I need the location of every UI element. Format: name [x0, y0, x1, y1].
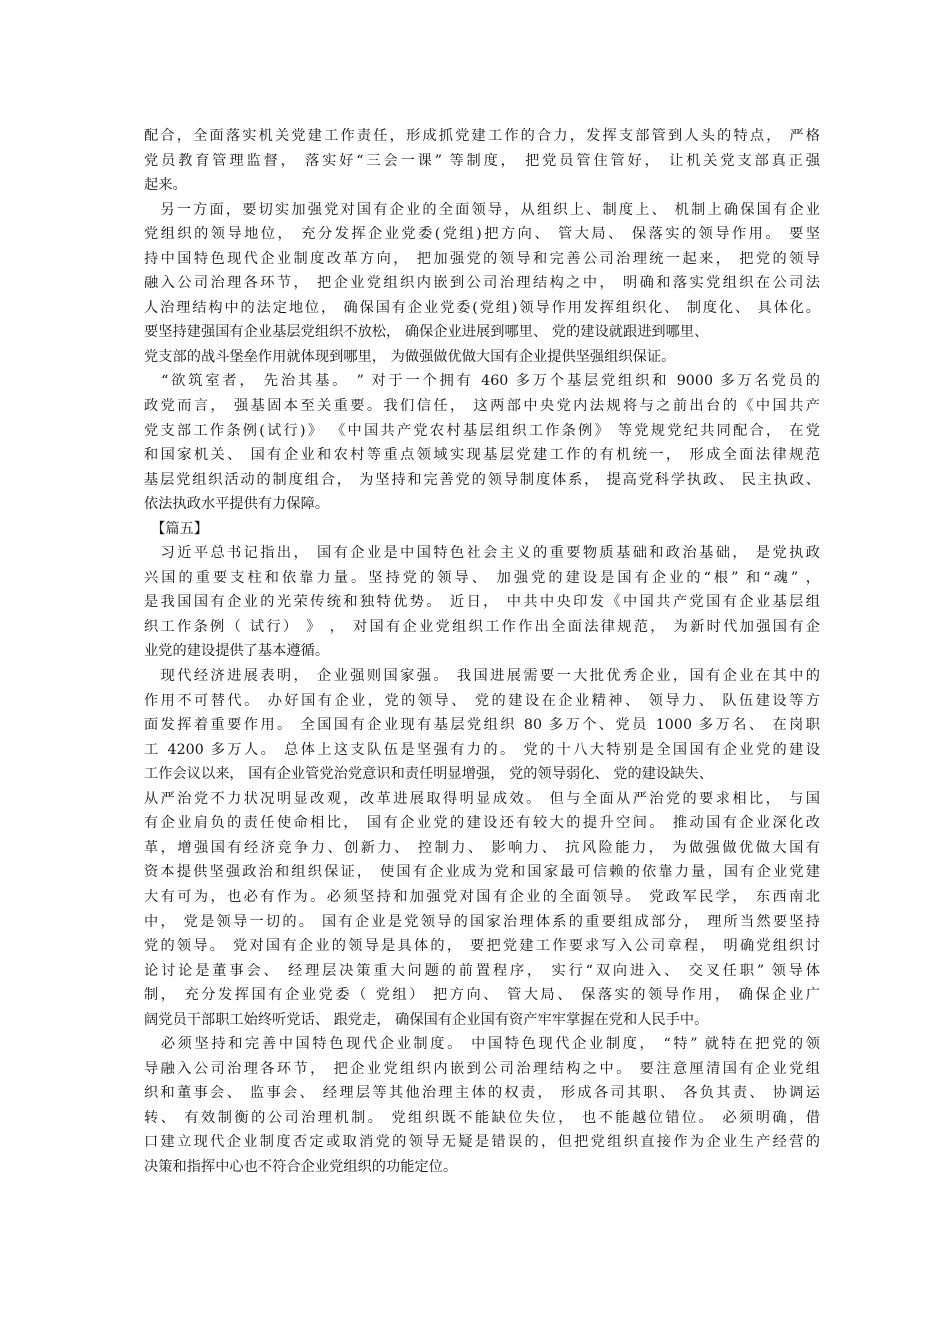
text-line: 织和董事会、 监事会、 经理层等其他治理主体的权责， 形成各司其职、 各负其责、 协调运 — [144, 1085, 820, 1102]
text-line: 中， 党是领导一切的。 国有企业是党领导的国家治理体系的重要组成部分， 理所当然要坚持 — [144, 913, 820, 930]
text-line: 习近平总书记指出， 国有企业是中国特色社会主义的重要物质基础和政治基础， 是党执政 — [144, 545, 820, 562]
text-line: 和国家机关、 国有企业和农村等重点领域实现基层党建工作的有机统一， 形成全面法律规范 — [144, 447, 820, 464]
text-line: 融入公司治理各环节， 把企业党组织内嵌到公司治理结构之中， 明确和落实党组织在公司法 — [144, 275, 820, 292]
text-line: 有企业肩负的责任使命相比， 国有企业党的建设还有较大的提升空间。 推动国有企业深化改 — [144, 815, 820, 832]
text-line: 人治理结构中的法定地位， 确保国有企业党委(党组)领导作用发挥组织化、 制度化、 具体化。 — [144, 299, 820, 316]
text-line: 党支部的战斗堡垒作用就体现到哪里， 为做强做优做大国有企业提供坚强组织保证。 — [144, 348, 676, 365]
text-line: 论讨论是董事会、 经理层决策重大问题的前置程序， 实行“双向进入、 交叉任职” 领导体 — [144, 962, 820, 979]
text-line: 兴国的重要支柱和依靠力量。坚持党的领导、 加强党的建设是国有企业的“根” 和“魂” ， — [144, 569, 820, 586]
text-line: 必须坚持和完善中国特色现代企业制度。 中国特色现代企业制度， “特” 就特在把党的领 — [144, 1036, 820, 1053]
text-line: 从严治党不力状况明显改观，改革进展取得明显成效。 但与全面从严治党的要求相比， 与国 — [144, 790, 820, 807]
text-line: “欲筑室者， 先治其基。 ” 对于一个拥有 460 多万个基层党组织和 9000 多万名党员的 — [144, 373, 820, 390]
text-line: 基层党组织活动的制度组合， 为坚持和完善党的领导制度体系， 提高党科学执政、 民主执政、 — [144, 471, 820, 488]
text-line: 党员教育管理监督， 落实好“三会一课” 等制度， 把党员管住管好， 让机关党支部真正强 — [144, 152, 820, 169]
text-line: 配合，全面落实机关党建工作责任，形成抓党建工作的合力，发挥支部管到人头的特点， 严格 — [144, 128, 820, 144]
text-line: 党的领导。 党对国有企业的领导是具体的， 要把党建工作要求写入公司章程， 明确党组织讨 — [144, 938, 820, 955]
text-line: 是我国国有企业的光荣传统和独特优势。 近日， 中共中央印发《中国共产党国有企业基层组 — [144, 594, 820, 611]
text-line: 起来。 — [144, 177, 187, 194]
text-line: 另一方面，要切实加强党对国有企业的全面领导，从组织上、制度上、 机制上确保国有企业 — [144, 201, 820, 218]
text-line: 依法执政水平提供有力保障。 — [144, 496, 330, 513]
text-line: 工 4200 多万人。 总体上这支队伍是坚强有力的。 党的十八大特别是全国国有企业党的建设 — [144, 741, 820, 758]
text-line: 工作会议以来， 国有企业管党治党意识和责任明显增强， 党的领导弱化、 党的建设缺失、 — [144, 766, 713, 783]
text-line: 导融入公司治理各环节， 把企业党组织内嵌到公司治理结构之中。 要注意厘清国有企业党组 — [144, 1060, 820, 1077]
text-line: 制， 充分发挥国有企业党委（ 党组） 把方向、 管大局、 保落实的领导作用， 确保企业广 — [144, 987, 820, 1004]
text-line: 织工作条例（ 试行） 》 ， 对国有企业党组织工作作出全面法律规范， 为新时代加强国有企 — [144, 618, 820, 635]
text-line: 党组织的领导地位， 充分发挥企业党委(党组)把方向、 管大局、 保落实的领导作用。 要坚 — [144, 226, 820, 243]
text-line: 现代经济进展表明， 企业强则国家强。 我国进展需要一大批优秀企业，国有企业在其中的 — [144, 668, 820, 685]
text-line: 业党的建设提供了基本遵循。 — [144, 643, 330, 660]
document-page — [144, 124, 820, 1180]
text-line: 作用不可替代。 办好国有企业，党的领导、 党的建设在企业精神、 领导力、 队伍建设等方 — [144, 692, 820, 709]
text-line: 政党而言， 强基固本至关重要。我们信任， 这两部中央党内法规将与之前出台的《中国共产 — [144, 398, 820, 415]
text-line: 面发挥着重要作用。 全国国有企业现有基层党组织 80 多万个、党员 1000 多万名、 在岗职 — [144, 717, 820, 734]
text-line: 决策和指挥中心也不符合企业党组织的功能定位。 — [144, 1158, 458, 1175]
text-line: 要坚持建强国有企业基层党组织不放松， 确保企业进展到哪里、 党的建设就跟进到哪里、 — [144, 324, 709, 341]
text-line: 资本提供坚强政治和组织保证， 使国有企业成为党和国家最可信赖的依靠力量，国有企业党建 — [144, 864, 820, 881]
text-line: 【篇五】 — [144, 520, 209, 537]
text-line: 党支部工作条例(试行)》 《中国共产党农村基层组织工作条例》 等党规党纪共同配合， 在党 — [144, 422, 820, 439]
text-line: 转、 有效制衡的公司治理机制。 党组织既不能缺位失位， 也不能越位错位。 必须明确，借 — [144, 1109, 820, 1126]
text-line: 阔党员干部职工始终听党话、 跟党走， 确保国有企业国有资产牢牢掌握在党和人民手中。 — [144, 1011, 709, 1028]
text-line: 大有可为，也必有作为。必须坚持和加强党对国有企业的全面领导。 党政军民学， 东西南北 — [144, 888, 820, 905]
text-line: 持中国特色现代企业制度改革方向， 把加强党的领导和完善公司治理统一起来， 把党的领导 — [144, 250, 820, 267]
text-line: 口建立现代企业制度否定或取消党的领导无疑是错误的，但把党组织直接作为企业生产经营的 — [144, 1134, 820, 1151]
text-line: 革，增强国有经济竞争力、创新力、 控制力、 影响力、 抗风险能力， 为做强做优做大国有 — [144, 839, 820, 856]
